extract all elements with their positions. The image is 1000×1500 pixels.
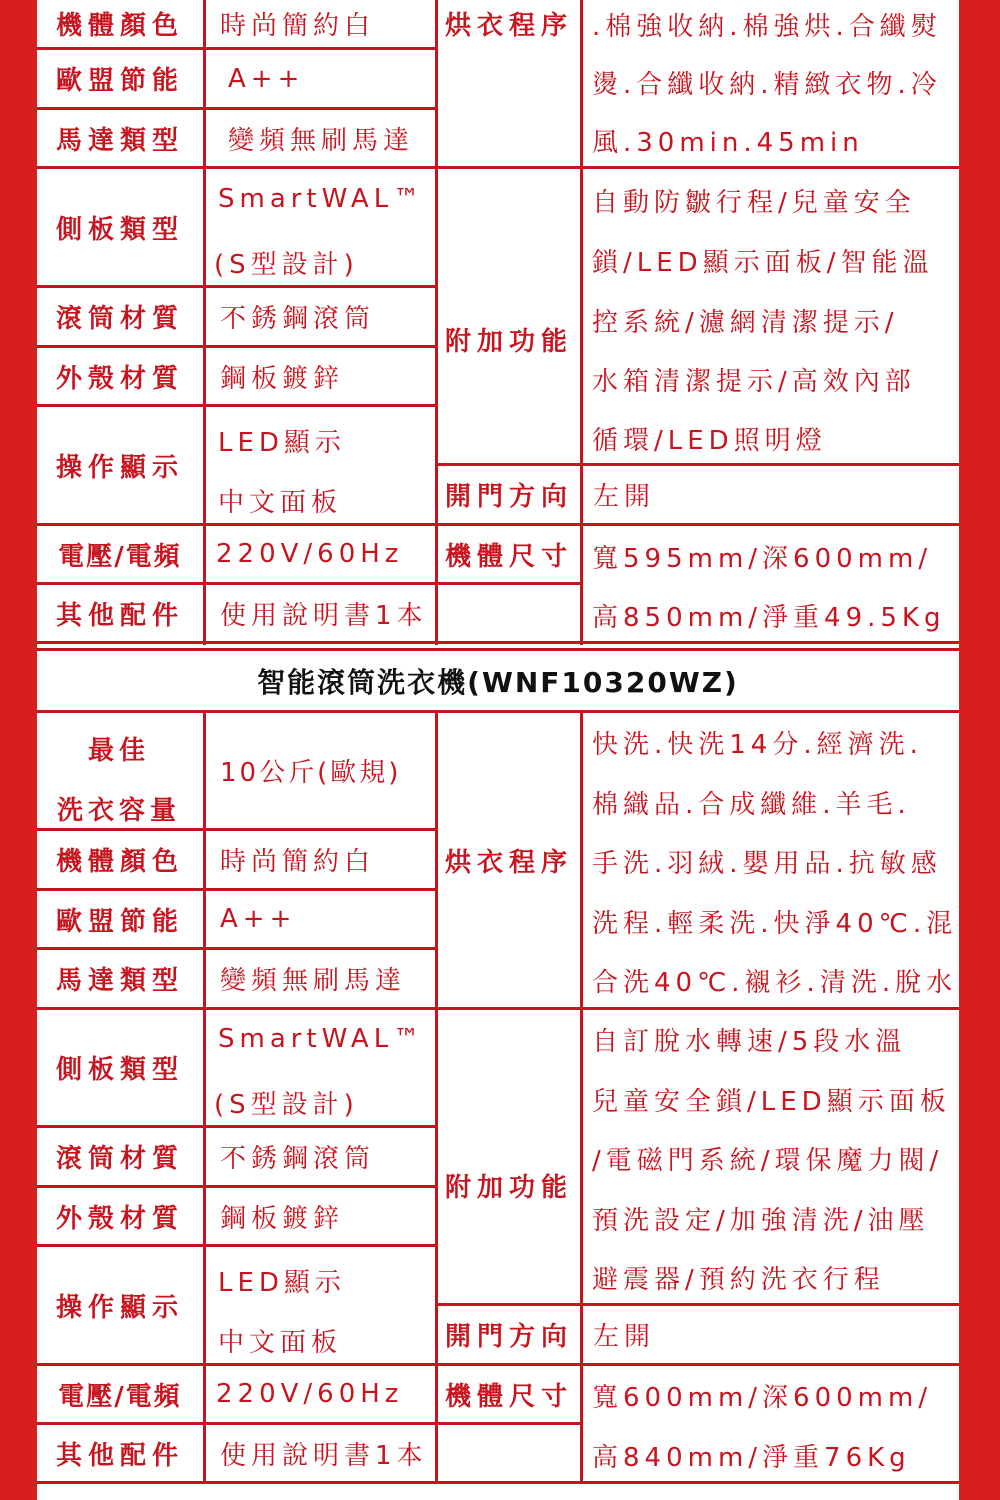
value-side-panel-name: SmartWAL™: [218, 184, 425, 214]
label-side-panel: 側板類型: [55, 214, 184, 245]
label-dry-program: 烘衣程序: [444, 11, 573, 41]
label-door-direction: 開門方向: [444, 1322, 573, 1352]
label-body-color: 機體顏色: [55, 847, 184, 877]
extra-functions-line: 自動防皺行程/兒童安全: [592, 188, 916, 218]
extra-functions-line: 預洗設定/加強清洗/油壓: [592, 1206, 930, 1236]
extra-functions-line: 水箱清潔提示/高效內部: [592, 367, 916, 397]
value-motor-type: 變頻無刷馬達: [228, 125, 415, 156]
label-motor-type: 馬達類型: [55, 125, 184, 156]
label-body-size: 機體尺寸: [444, 541, 573, 572]
value-side-panel-design: (S型設計): [214, 1090, 359, 1120]
label-body-size: 機體尺寸: [444, 1381, 573, 1412]
dry-program-line: 洗程.輕柔洗.快淨40℃.混: [592, 909, 958, 939]
extra-functions-line: 控系統/濾網清潔提示/: [592, 308, 899, 338]
value-voltage: 220V/60Hz: [216, 1379, 404, 1409]
value-drum-material: 不銹鋼滾筒: [220, 1144, 376, 1174]
label-operation-display: 操作顯示: [55, 452, 184, 483]
extra-functions-line: 避震器/預約洗衣行程: [592, 1265, 885, 1295]
extra-functions-line: 兒童安全鎖/LED顯示面板: [592, 1087, 951, 1117]
label-shell-material: 外殼材質: [55, 363, 184, 394]
extra-functions-line: /電磁門系統/環保魔力閥/: [592, 1146, 944, 1176]
label-operation-display: 操作顯示: [55, 1292, 184, 1323]
value-shell-material: 鋼板鍍鋅: [220, 1203, 345, 1234]
value-eu-energy: A++: [220, 904, 297, 934]
value-motor-type: 變頻無刷馬達: [220, 966, 407, 996]
label-motor-type: 馬達類型: [55, 966, 184, 996]
dry-program-line: 燙.合纖收納.精緻衣物.冷: [592, 70, 942, 100]
label-eu-energy: 歐盟節能: [55, 906, 184, 937]
dry-program-line: 手洗.羽絨.嬰用品.抗敏感: [592, 849, 942, 879]
value-operation-display-panel: 中文面板: [218, 488, 343, 518]
body-size-line: 高840mm/淨重76Kg: [592, 1443, 911, 1473]
label-accessories: 其他配件: [55, 600, 184, 631]
label-eu-energy: 歐盟節能: [55, 66, 184, 96]
label-voltage: 電壓/電頻: [58, 1381, 182, 1412]
label-shell-material: 外殼材質: [55, 1203, 184, 1234]
dry-program-line: 棉織品.合成纖維.羊毛.: [592, 790, 911, 820]
dry-program-line: 合洗40℃.襯衫.清洗.脫水: [592, 968, 958, 998]
value-drum-material: 不銹鋼滾筒: [220, 304, 376, 334]
value-capacity: 10公斤(歐規): [220, 758, 402, 788]
body-size-line: 寬600mm/深600mm/: [592, 1383, 933, 1413]
value-door-direction: 左開: [593, 1322, 656, 1352]
value-door-direction: 左開: [593, 482, 656, 512]
value-side-panel-name: SmartWAL™: [218, 1024, 425, 1054]
body-size-line: 高850mm/淨重49.5Kg: [592, 603, 946, 633]
value-body-color: 時尚簡約白: [220, 11, 376, 41]
label-door-direction: 開門方向: [444, 482, 573, 512]
dry-program-line: .棉強收納.棉強烘.合纖熨: [592, 12, 942, 42]
value-operation-display-panel: 中文面板: [218, 1328, 343, 1358]
dry-program-line: 快洗.快洗14分.經濟洗.: [592, 730, 923, 760]
value-operation-display-led: LED顯示: [218, 428, 346, 458]
label-capacity-line-2: 洗衣容量: [57, 796, 182, 826]
extra-functions-line: 自訂脫水轉速/5段水溫: [592, 1027, 907, 1057]
label-extra-functions: 附加功能: [444, 326, 573, 357]
label-dry-program: 烘衣程序: [444, 847, 573, 878]
product-title: 智能滾筒洗衣機(WNF10320WZ): [257, 666, 739, 699]
body-size-line: 寬595mm/深600mm/: [592, 544, 933, 574]
label-drum-material: 滾筒材質: [55, 304, 184, 334]
value-operation-display-led: LED顯示: [218, 1268, 346, 1298]
value-body-color: 時尚簡約白: [220, 847, 376, 877]
extra-functions-line: 循環/LED照明燈: [592, 426, 827, 456]
label-voltage: 電壓/電頻: [58, 541, 182, 572]
label-capacity-line-1: 最佳: [88, 736, 151, 766]
value-accessories: 使用說明書1本: [220, 600, 428, 631]
value-shell-material: 鋼板鍍鋅: [220, 363, 345, 394]
label-extra-functions: 附加功能: [444, 1172, 573, 1203]
value-side-panel-design: (S型設計): [214, 250, 359, 280]
dry-program-line: 風.30min.45min: [592, 128, 864, 158]
label-side-panel: 側板類型: [55, 1055, 184, 1085]
value-voltage: 220V/60Hz: [216, 539, 404, 569]
extra-functions-line: 鎖/LED顯示面板/智能溫: [592, 248, 934, 278]
value-eu-energy: A++: [228, 63, 305, 94]
label-drum-material: 滾筒材質: [55, 1144, 184, 1174]
label-accessories: 其他配件: [55, 1440, 184, 1471]
value-accessories: 使用說明書1本: [220, 1440, 428, 1471]
label-body-color: 機體顏色: [55, 11, 184, 41]
